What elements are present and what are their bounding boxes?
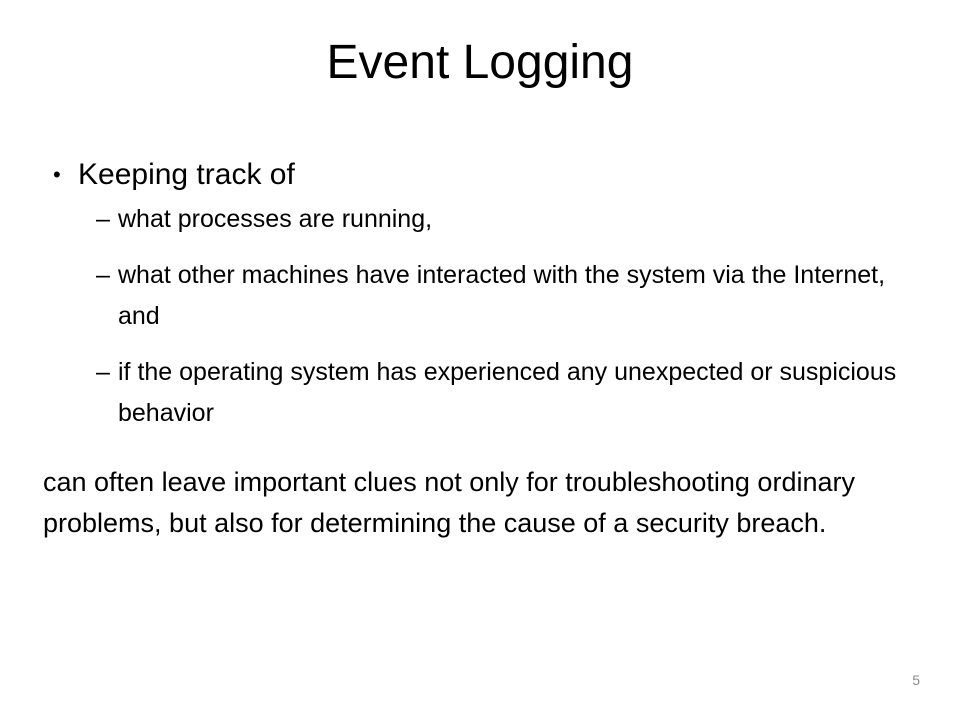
bullet-marker: • bbox=[53, 162, 61, 187]
main-bullet bbox=[53, 153, 295, 197]
sub-bullet-item bbox=[96, 199, 916, 240]
slide-number: 5 bbox=[912, 672, 920, 688]
sub-bullet-item bbox=[96, 255, 916, 337]
dash-marker: – bbox=[96, 205, 110, 233]
slide-title: Event Logging bbox=[326, 36, 634, 89]
sub-bullet-text: what other machines have interacted with the system via the Internet, and bbox=[118, 261, 886, 330]
sub-bullet-text: what processes are running, bbox=[118, 205, 433, 233]
sub-bullet-text: if the operating system has experienced any unexpected or suspicious behavior bbox=[118, 358, 897, 427]
closing-paragraph: can often leave important clues not only for troubleshooting ordinary problems, but also for determining the cause of a security breach. bbox=[43, 467, 855, 538]
sub-bullet-item bbox=[96, 352, 916, 434]
dash-marker: – bbox=[96, 261, 110, 289]
dash-marker: – bbox=[96, 358, 110, 386]
main-bullet-text: Keeping track of bbox=[78, 158, 295, 191]
